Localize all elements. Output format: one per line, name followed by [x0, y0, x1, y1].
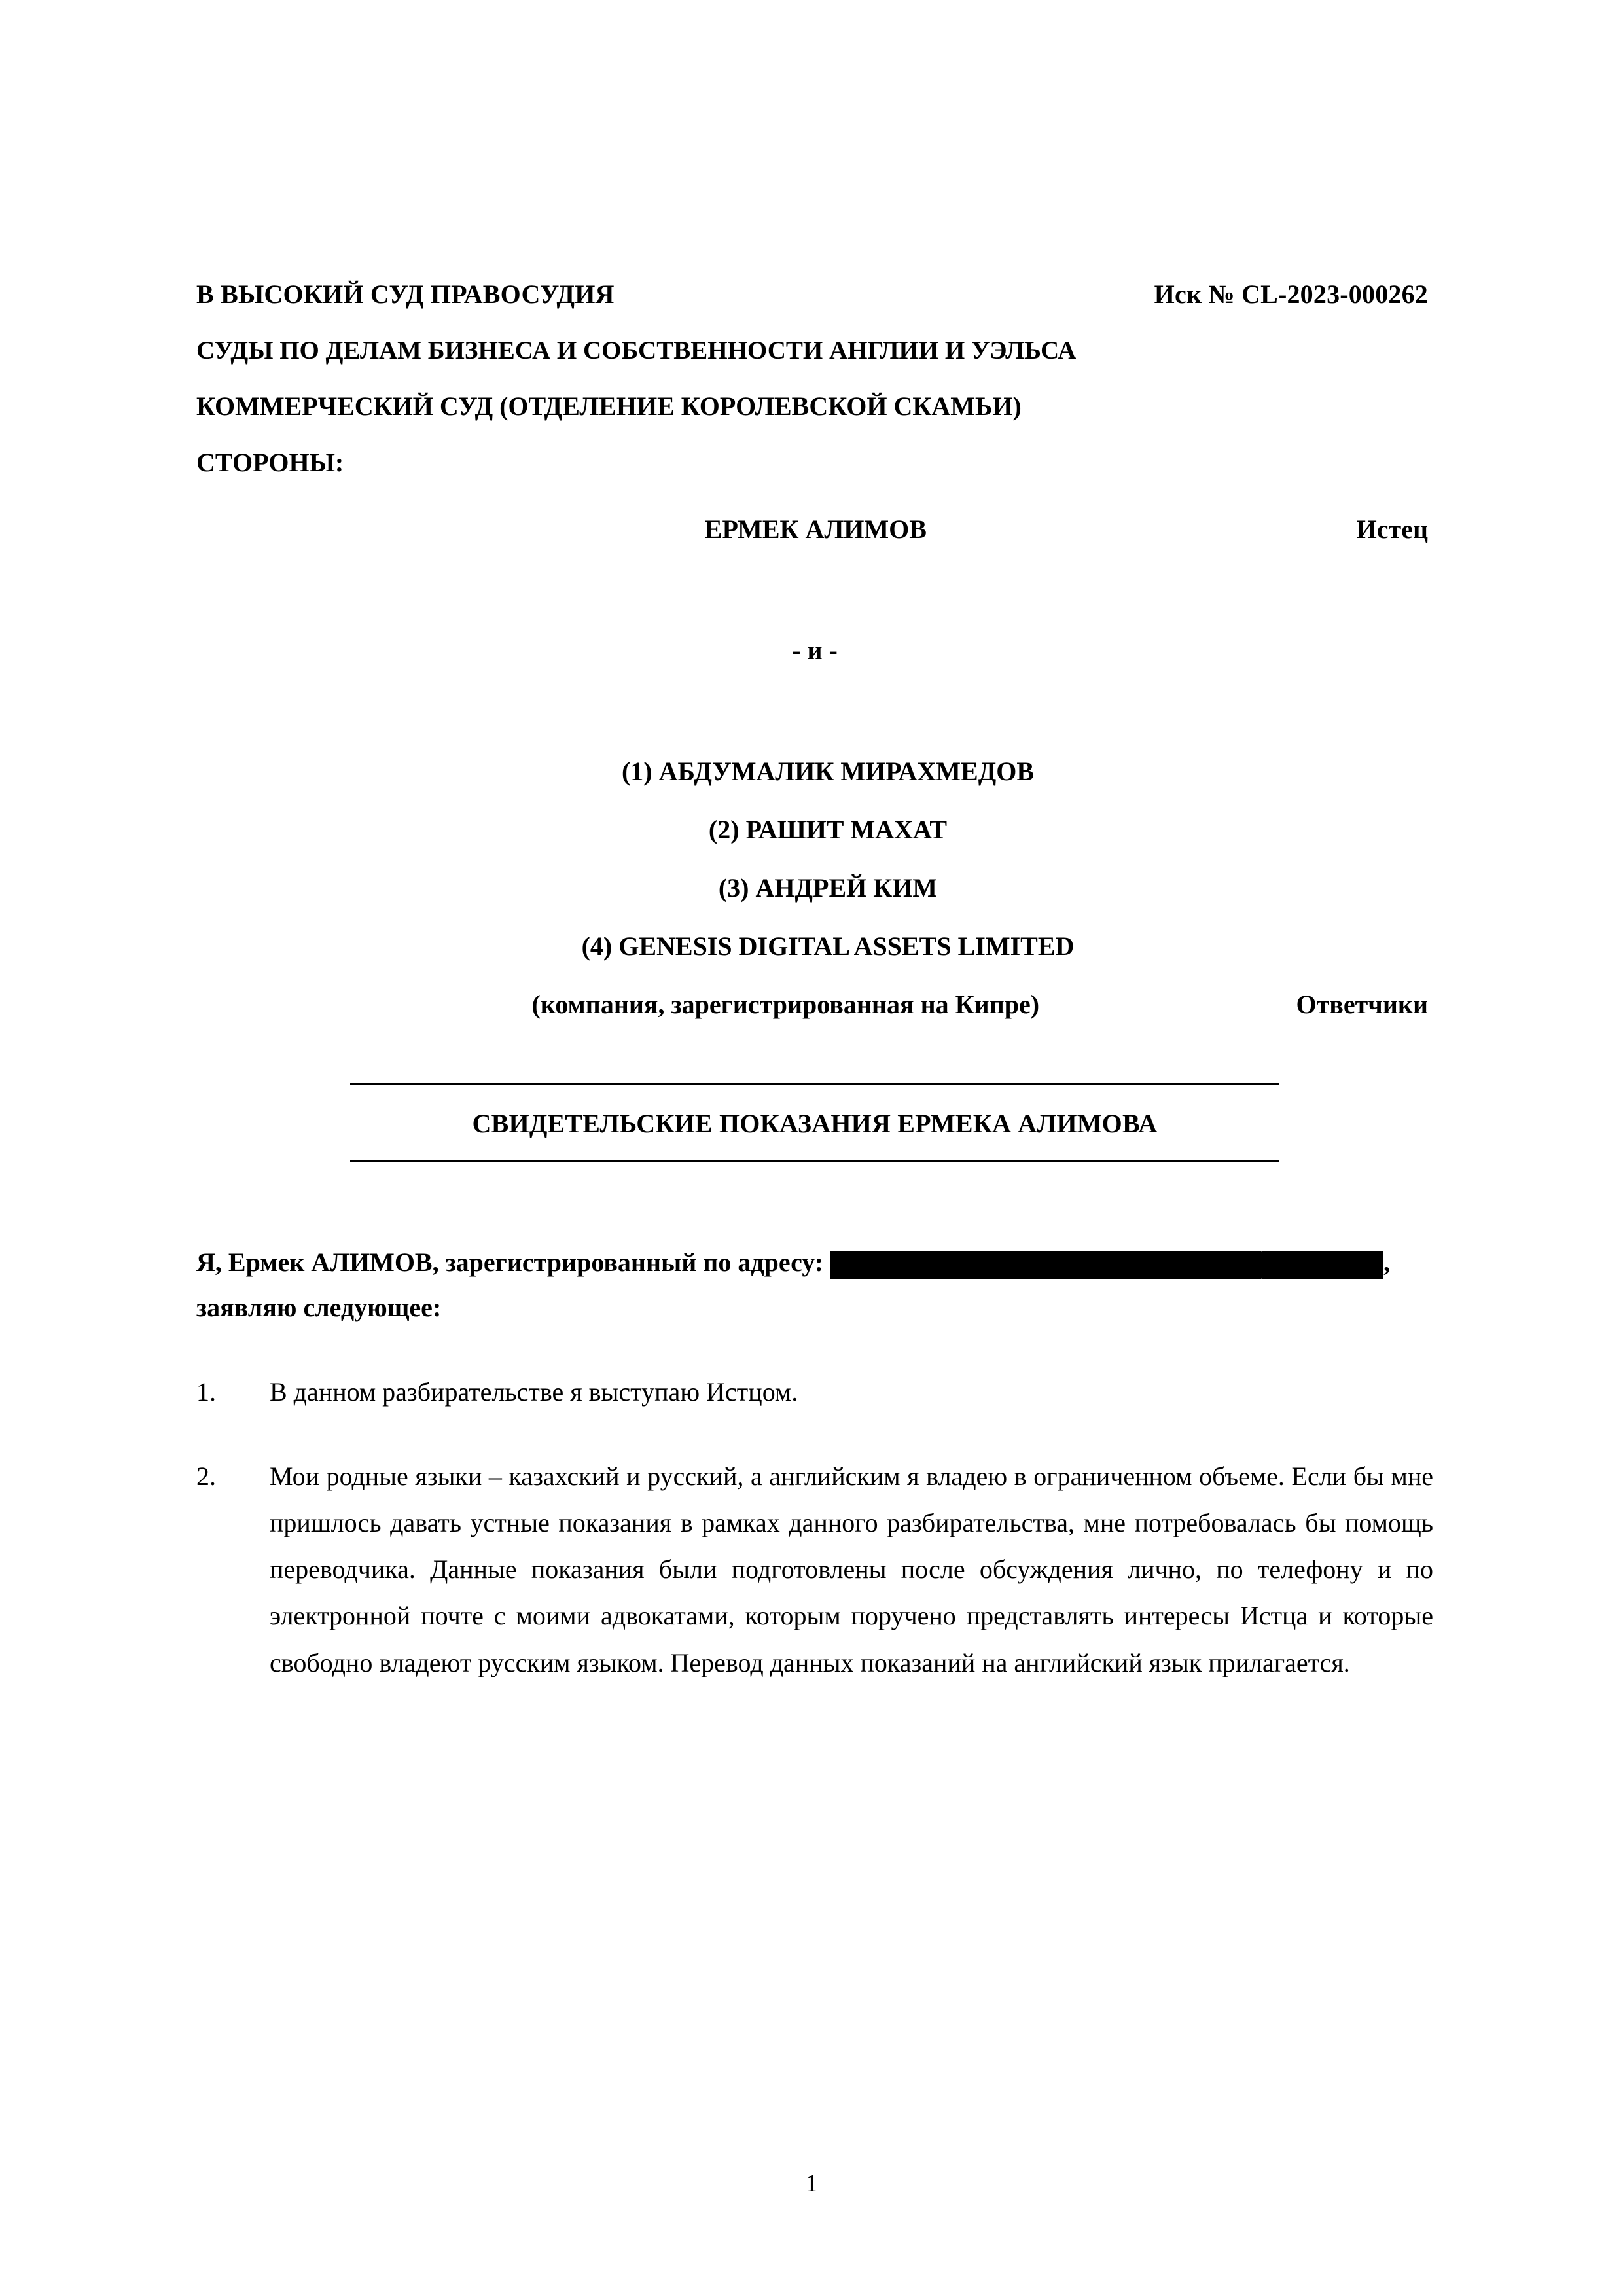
parties-label: СТОРОНЫ:	[196, 448, 344, 477]
court-name: В ВЫСОКИЙ СУД ПРАВОСУДИЯ	[196, 279, 615, 309]
declaration-statement	[196, 1240, 1433, 1331]
defendant-note: (компания, зарегистрированная на Кипре)	[531, 990, 1040, 1019]
defendant-3: (3) АНДРЕЙ КИМ	[718, 873, 938, 903]
court-header-line-1	[196, 281, 1433, 308]
claim-number: Иск № CL-2023-000262	[1154, 279, 1428, 309]
paragraph-2	[196, 1453, 1433, 1686]
claimant-role: Истец	[1356, 514, 1428, 544]
title-rule-bottom	[350, 1160, 1279, 1162]
defendant-note-row	[196, 989, 1433, 1020]
court-subdivision-line: КОММЕРЧЕСКИЙ СУД (ОТДЕЛЕНИЕ КОРОЛЕВСКОЙ СКАМЬИ)	[196, 391, 1022, 421]
claimant-row	[196, 514, 1433, 545]
paragraph-1	[196, 1369, 1433, 1415]
defendant-4: (4) GENESIS DIGITAL ASSETS LIMITED	[581, 931, 1075, 961]
page-number: 1	[805, 2170, 818, 2197]
defendant-1: (1) АБДУМАЛИК МИРАХМЕДОВ	[621, 757, 1035, 786]
paragraph-2-number: 2.	[196, 1461, 216, 1491]
claimant-name: ЕРМЕК АЛИМОВ	[704, 514, 927, 544]
court-division-line: СУДЫ ПО ДЕЛАМ БИЗНЕСА И СОБСТВЕННОСТИ АНГЛИИ И УЭЛЬСА	[196, 336, 1077, 365]
paragraph-2-text: Мои родные языки – казахский и русский, а английским я владею в ограниченном объеме. Если бы мне пришлось давать устные показания в рамках данного разбирательства, мне потребовалась бы помощь переводчика. Данные показания были подготовлены после обсуждения лично, по телефону и по электронной почте с моими адвокатами, которым поручено представлять интересы Истца и которые свободно владеют русским языком. Перевод данных показаний на английский язык прилагается.	[270, 1461, 1433, 1677]
defendants-role: Ответчики	[1296, 990, 1428, 1019]
redacted-address-line-2	[1262, 1251, 1383, 1279]
declaration-intro: Я, Ермек АЛИМОВ, зарегистрированный по адресу:	[196, 1247, 824, 1277]
paragraph-1-number: 1.	[196, 1376, 216, 1407]
defendants-list	[196, 756, 1433, 961]
document-title: СВИДЕТЕЛЬСКИЕ ПОКАЗАНИЯ ЕРМЕКА АЛИМОВА	[472, 1109, 1158, 1138]
title-block	[350, 1083, 1279, 1162]
redacted-address-line-1	[830, 1251, 1262, 1279]
defendant-2: (2) РАШИТ МАХАТ	[708, 815, 948, 844]
paragraph-1-text: В данном разбирательстве я выступаю Истцом.	[270, 1376, 798, 1407]
declaration-outro: , заявляю следующее:	[196, 1247, 1391, 1322]
party-separator: - и -	[792, 636, 838, 665]
document-body	[196, 281, 1433, 1686]
